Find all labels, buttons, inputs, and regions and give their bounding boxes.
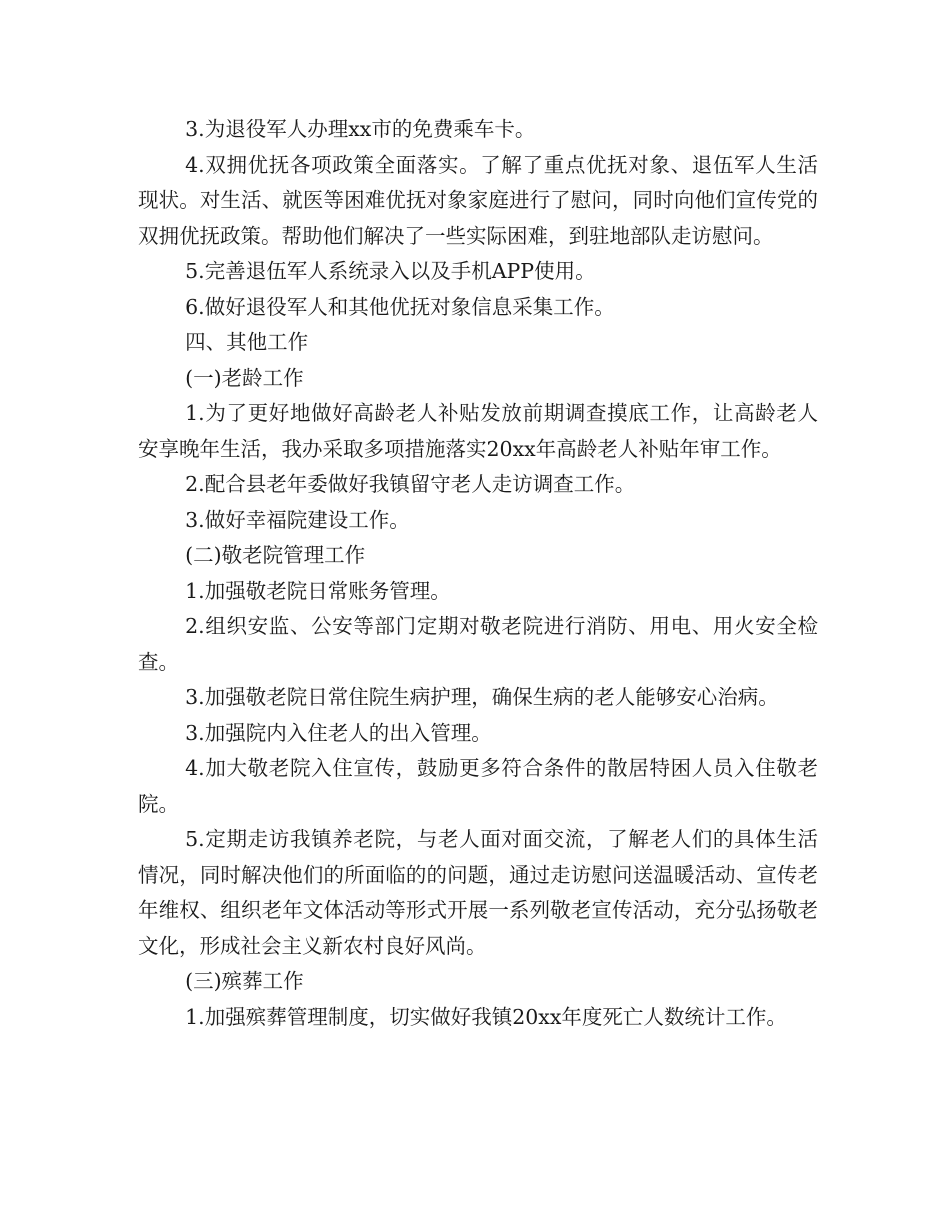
section-heading-other-work: 四、其他工作 [185, 330, 309, 354]
paragraph-illness-care: 3.加强敬老院日常住院生病护理，确保生病的老人能够安心治病。 [185, 685, 779, 709]
paragraph-double-support-policy: 4.双拥优抚各项政策全面落实。了解了重点优抚对象、退伍军人生活现状。对生活、就医等困难优抚对象家庭进行了慰问，同时向他们宣传党的双拥优抚政策。帮助他们解决了一些实际困难，到驻地部队走访慰问。 [138, 152, 818, 248]
paragraph-funeral-management: 1.加强殡葬管理制度，切实做好我镇20xx年度死亡人数统计工作。 [185, 1004, 787, 1029]
paragraph-elderly-subsidy: 1.为了更好地做好高龄老人补贴发放前期调查摸底工作，让高龄老人安享晚年生活，我办采取多项措施落实20xx年高龄老人补贴年审工作。 [138, 401, 818, 461]
subsection-heading-funeral-work: (三)殡葬工作 [185, 969, 304, 993]
paragraph-veteran-system-app: 5.完善退伍军人系统录入以及手机APP使用。 [185, 259, 596, 283]
subsection-heading-elderly-work: (一)老龄工作 [185, 365, 304, 390]
paragraph-left-behind-elderly: 2.配合县老年委做好我镇留守老人走访调查工作。 [185, 472, 636, 496]
paragraph-info-collection: 6.做好退役军人和其他优抚对象信息采集工作。 [185, 294, 615, 319]
paragraph-accounts-management: 1.加强敬老院日常账务管理。 [185, 578, 451, 603]
paragraph-happiness-home: 3.做好幸福院建设工作。 [185, 507, 410, 532]
paragraph-admission-publicity: 4.加大敬老院入住宣传，鼓励更多符合条件的散居特困人员入住敬老院。 [138, 756, 818, 816]
subsection-heading-nursing-home: (二)敬老院管理工作 [185, 543, 366, 567]
paragraph-safety-inspection: 2.组织安监、公安等部门定期对敬老院进行消防、用电、用火安全检查。 [138, 614, 818, 674]
paragraph-regular-visits: 5.定期走访我镇养老院，与老人面对面交流，了解老人们的具体生活情况，同时解决他们的所面临的的问题，通过走访慰问送温暖活动、宣传老年维权、组织老年文体活动等形式开展一系列敬老宣传活动，充分弘扬敬老文化，形成社会主义新农村良好风尚。 [138, 827, 818, 958]
paragraph-entry-exit-management: 3.加强院内入住老人的出入管理。 [185, 720, 492, 745]
paragraph-veteran-bus-card: 3.为退役军人办理xx市的免费乘车卡。 [185, 117, 536, 141]
document-body [138, 112, 818, 1035]
